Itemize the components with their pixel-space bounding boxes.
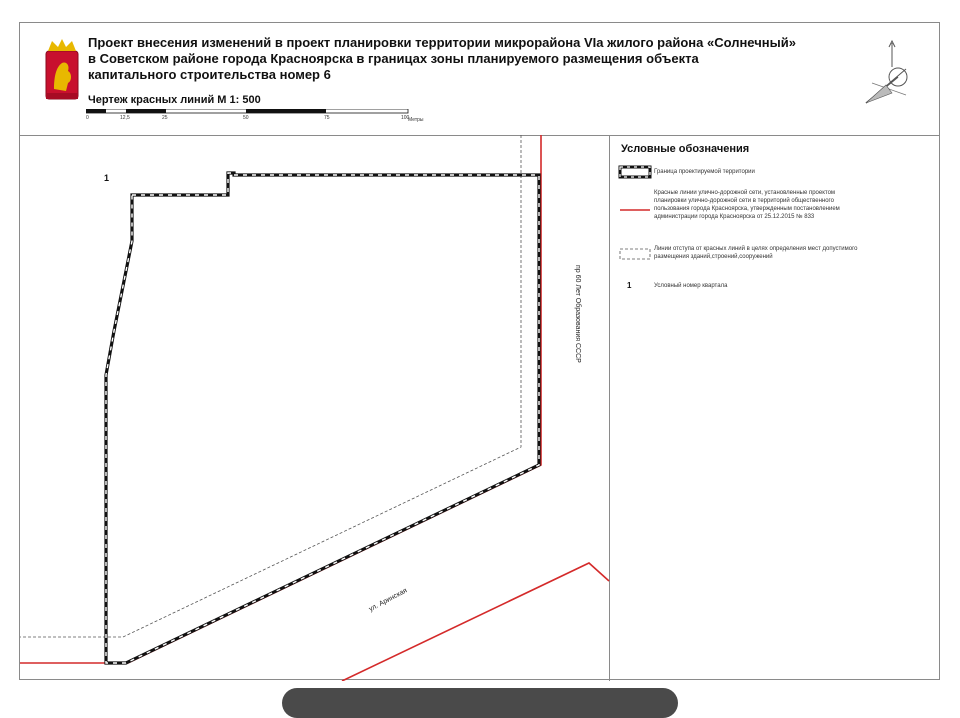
- scale-tick: 0: [86, 115, 89, 121]
- scale-bar: [86, 109, 446, 129]
- quarter-number-symbol: 1: [627, 281, 632, 290]
- setback-lines: [20, 135, 521, 637]
- quarter-number: 1: [104, 173, 110, 183]
- krasnoyarsk-emblem-icon: [42, 37, 82, 103]
- north-arrow-icon: [862, 37, 912, 107]
- legend-item-setback: [610, 245, 910, 273]
- overlay-control-bar[interactable]: [282, 688, 678, 718]
- page-title: Проект внесения изменений в проект планировки территории микрорайона VIа жилого района «Солнечный» в Советском районе города Красноярска в границах зоны планируемого размещения объекта капитального строительства номер 6: [88, 35, 796, 82]
- legend-item-text: Граница проектируемой территории: [654, 169, 755, 175]
- legend-item-text: Красные линии улично-дорожной сети, установленные проектом планировки улично-дорожной сети в территорий общественного пользования города Красноярска, утвержденным постановлением администрации города Красноярска от 25.12.2015 № 833: [654, 190, 840, 220]
- map-area: [20, 135, 610, 681]
- legend-item-text: Линии отступа от красных линий в целях определения мест допустимого размещения зданий,строений,сооружений: [654, 246, 858, 260]
- red-line-southeast: [342, 563, 609, 681]
- street-label-slanted: ул. Аринская: [368, 587, 409, 614]
- map-sheet: [19, 22, 940, 680]
- map-drawing: [20, 135, 610, 681]
- scale-tick: 100: [401, 115, 410, 121]
- legend-item-red-lines: [610, 189, 910, 237]
- scale-tick: 12,5: [120, 115, 130, 121]
- legend-item-boundary: [610, 165, 910, 183]
- scale-tick: 50: [243, 115, 249, 121]
- street-label-vertical: пр 60 Лет Образования СССР: [574, 265, 581, 363]
- drawing-subtitle: Чертеж красных линий М 1: 500: [88, 94, 261, 106]
- legend-item-quarter-number: [610, 281, 910, 295]
- red-line-symbol-icon: [618, 203, 652, 217]
- setback-symbol-icon: [618, 247, 652, 261]
- legend-item-text: Условный номер квартала: [654, 283, 728, 289]
- project-boundary: [106, 173, 539, 663]
- scale-tick: 25: [162, 115, 168, 121]
- boundary-symbol-icon: [618, 165, 652, 179]
- legend-title: Условные обозначения: [621, 143, 750, 155]
- setback-line-east: [20, 135, 521, 637]
- red-line-vertical: [20, 135, 541, 663]
- scale-unit: Метры: [408, 117, 424, 123]
- scale-tick: 75: [324, 115, 330, 121]
